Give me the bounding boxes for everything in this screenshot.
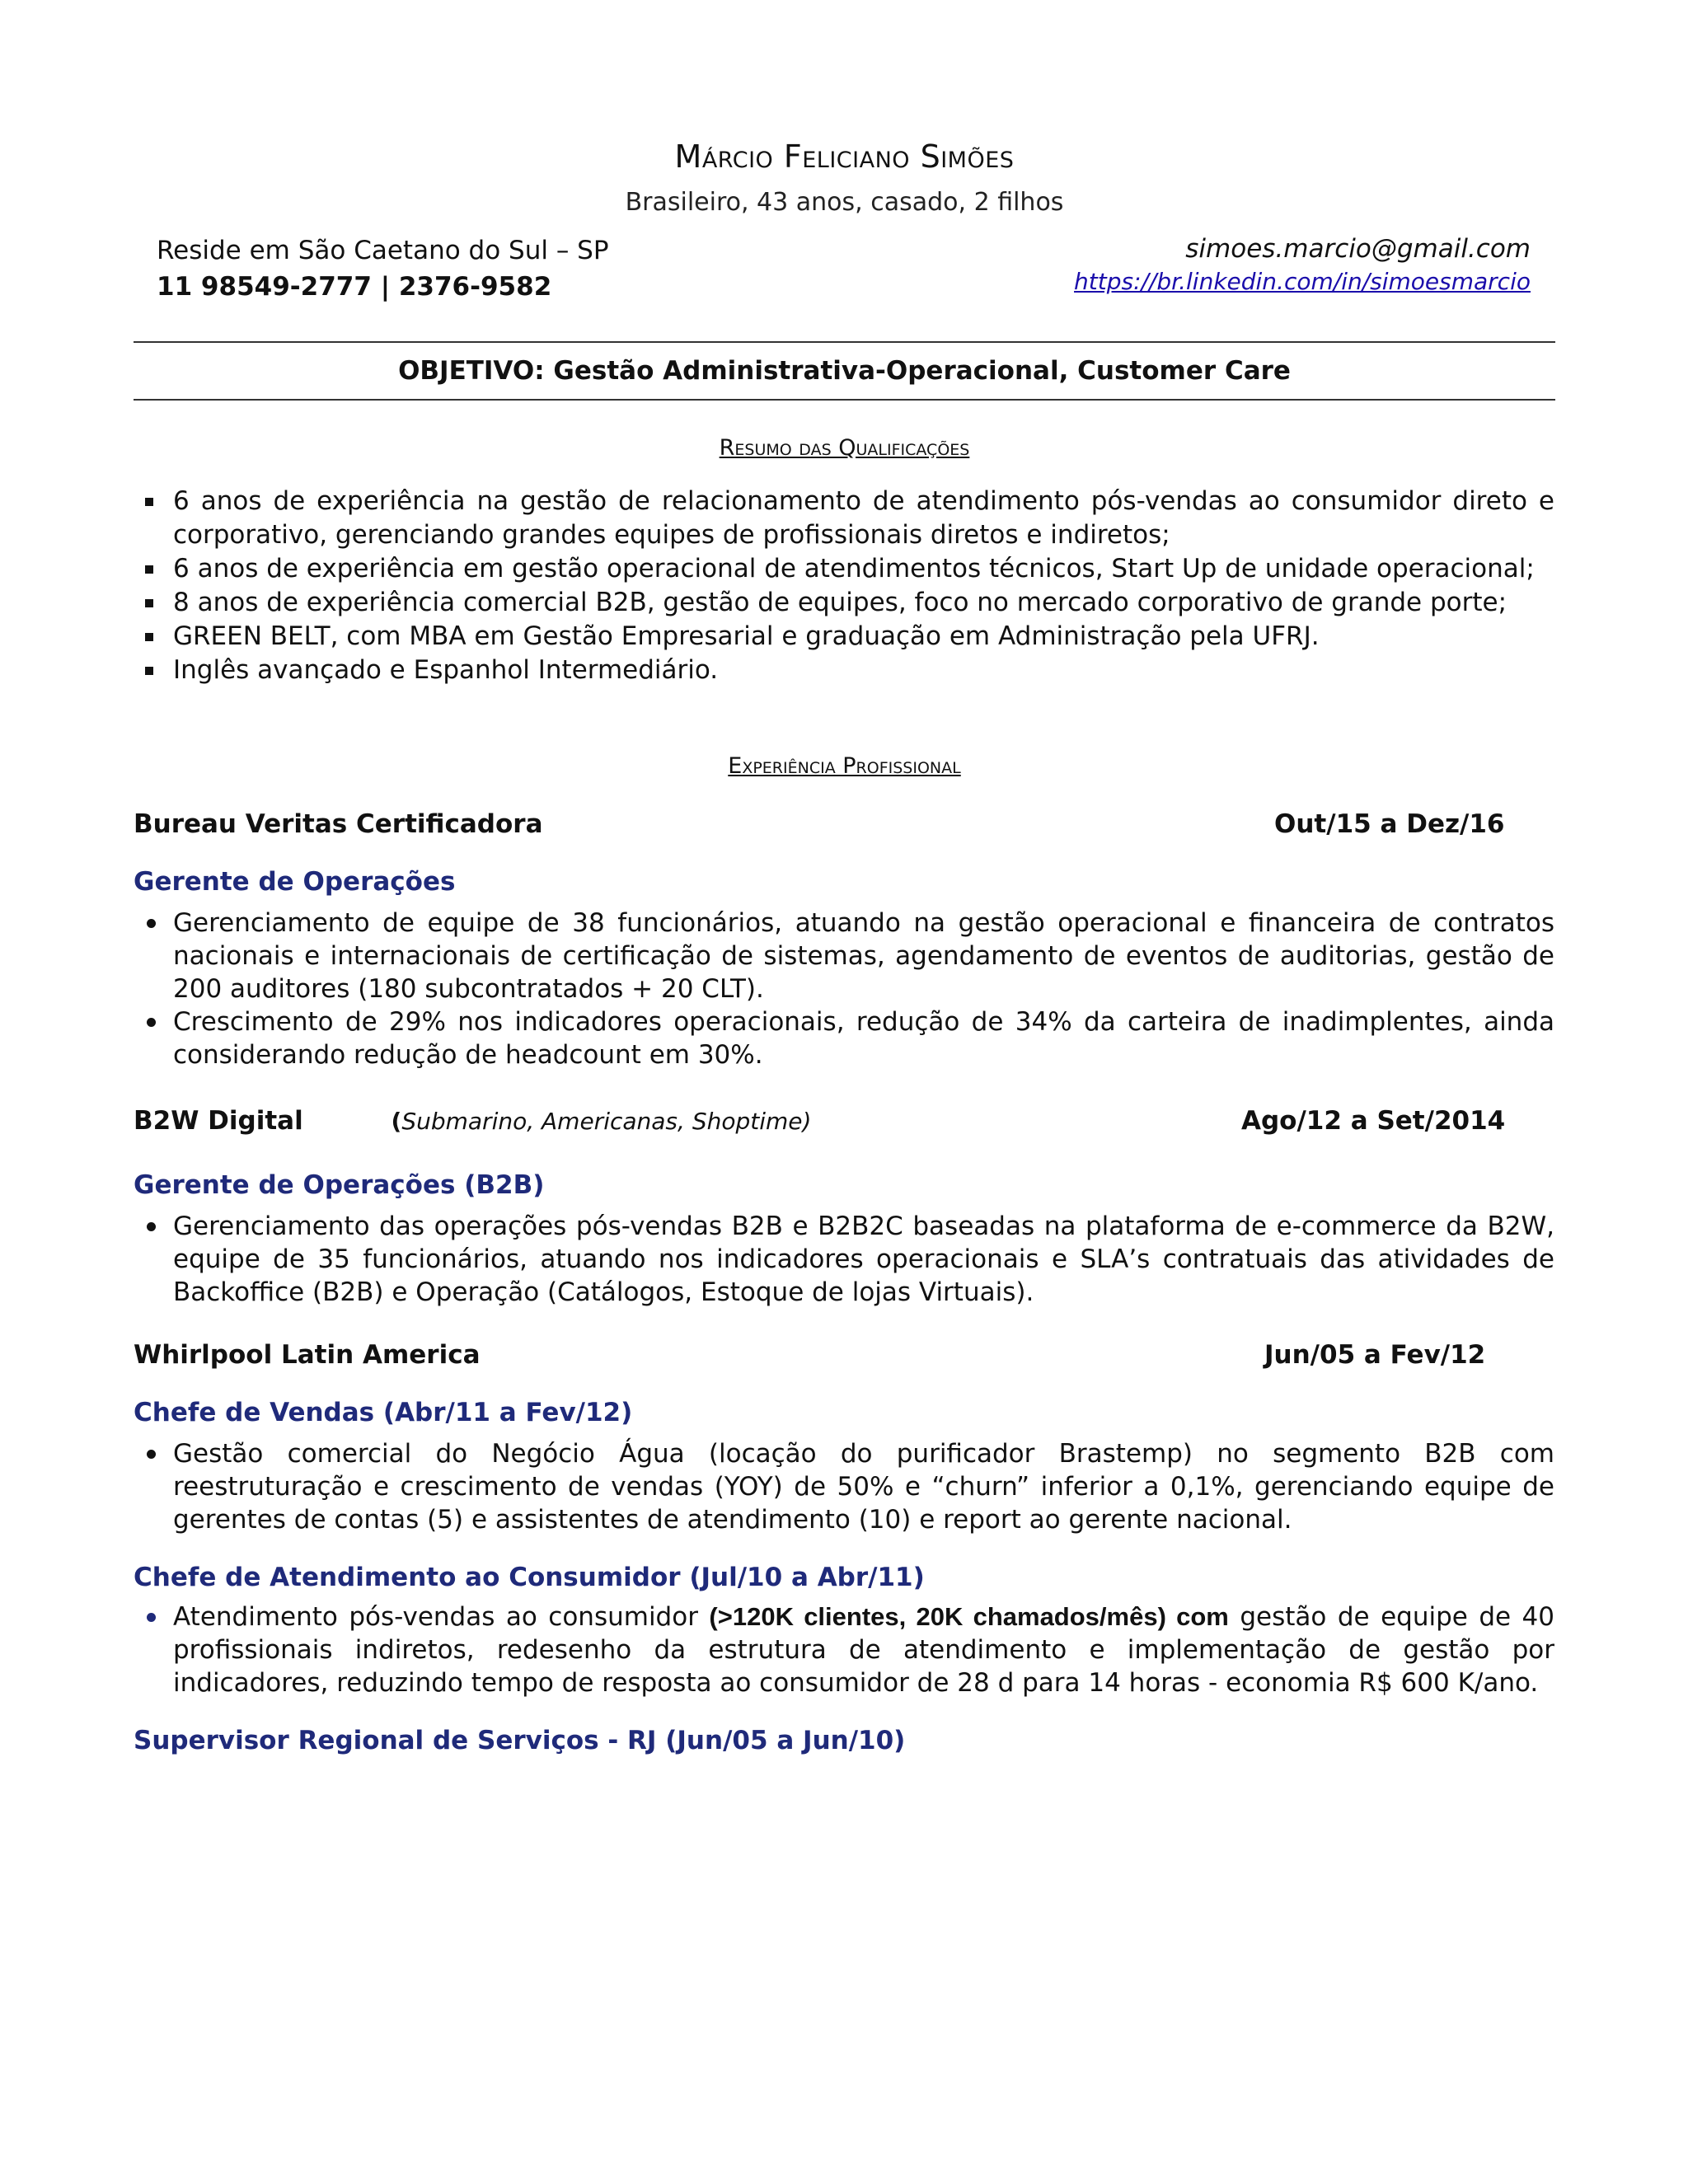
company-bureau-veritas: Bureau Veritas Certificadora [134, 809, 543, 839]
contact-left [157, 232, 609, 305]
experience-bullet: Gestão comercial do Negócio Água (locação do purificador Brastemp) no segmento B2B com reestruturação e crescimento de vendas (YOY) de 50% e “churn” inferior a 0,1%, gerenciando equipe de gerentes de contas (5) e assistentes de atendimento (10) e report ao gerente nacional. [142, 1437, 1554, 1536]
company-b2w-name: B2W Digital [134, 1106, 303, 1136]
phone-number: 11 98549-2777 | 2376-9582 [157, 272, 552, 302]
period-bureau-veritas: Out/15 a Dez/16 [1274, 809, 1505, 839]
resume-page [134, 0, 1555, 2184]
linkedin-link[interactable]: https://br.linkedin.com/in/simoesmarcio [1074, 268, 1531, 295]
role-gerente-operacoes: Gerente de Operações [134, 867, 456, 897]
email: simoes.marcio@gmail.com [1185, 234, 1531, 264]
objective-divider-bottom [134, 399, 1555, 401]
company-whirlpool: Whirlpool Latin America [134, 1340, 481, 1370]
chefe-atendimento-bullets [142, 1601, 1554, 1699]
period-b2w: Ago/12 a Set/2014 [1241, 1106, 1506, 1136]
experience-bullet: Crescimento de 29% nos indicadores operacionais, redução de 34% da carteira de inadimplentes, ainda considerando redução de headcount em 30%. [142, 1005, 1554, 1071]
candidate-subtitle: Brasileiro, 43 anos, casado, 2 filhos [625, 188, 1064, 217]
chefe-vendas-bullets [142, 1437, 1554, 1536]
qualification-item: 6 anos de experiência em gestão operacional de atendimentos técnicos, Start Up de unidade operacional; [142, 552, 1554, 586]
objective: OBJETIVO: Gestão Administrativa-Operacional, Customer Care [398, 356, 1291, 386]
experience-title: Experiência Profissional [728, 753, 961, 779]
bureau-bullets [142, 907, 1554, 1071]
role-supervisor-regional: Supervisor Regional de Serviços - RJ (Jun/05 a Jun/10) [134, 1726, 906, 1755]
residence: Reside em São Caetano do Sul – SP [157, 236, 609, 265]
experience-bullet: Atendimento pós-vendas ao consumidor (>120K clientes, 20K chamados/mês) com gestão de equipe de 40 profissionais indiretos, redesenho da estrutura de atendimento e implementação de gestão por indicadores, reduzindo tempo de resposta ao consumidor de 28 d para 14 horas - economia R$ 600 K/ano. [142, 1601, 1554, 1699]
period-whirlpool: Jun/05 a Fev/12 [1264, 1340, 1486, 1370]
qualification-item: GREEN BELT, com MBA em Gestão Empresarial e graduação em Administração pela UFRJ. [142, 620, 1554, 654]
objective-divider-top [134, 341, 1555, 343]
company-b2w-note: (Submarino, Americanas, Shoptime) [391, 1108, 812, 1135]
role-chefe-atendimento: Chefe de Atendimento ao Consumidor (Jul/10 a Abr/11) [134, 1563, 925, 1592]
role-gerente-operacoes-b2b: Gerente de Operações (B2B) [134, 1170, 545, 1200]
contact-right [1074, 232, 1531, 298]
qualification-item: 8 anos de experiência comercial B2B, gestão de equipes, foco no mercado corporativo de grande porte; [142, 586, 1554, 620]
experience-bullet: Gerenciamento de equipe de 38 funcionários, atuando na gestão operacional e financeira de contratos nacionais e internacionais de certificação de sistemas, agendamento de eventos de auditorias, gestão de 200 auditores (180 subcontratados + 20 CLT). [142, 907, 1554, 1005]
qualifications-list [142, 485, 1554, 687]
candidate-name: Márcio Feliciano Simões [674, 138, 1015, 175]
experience-bullet: Gerenciamento das operações pós-vendas B2B e B2B2C baseadas na plataforma de e-commerce da B2W, equipe de 35 funcionários, atuando nos indicadores operacionais e SLA’s contratuais das atividades de Backoffice (B2B) e Operação (Catálogos, Estoque de lojas Virtuais). [142, 1210, 1554, 1309]
b2w-bullets [142, 1210, 1554, 1309]
qualifications-title: Resumo das Qualificações [719, 435, 970, 461]
role-chefe-vendas: Chefe de Vendas (Abr/11 a Fev/12) [134, 1398, 633, 1427]
qualification-item: 6 anos de experiência na gestão de relacionamento de atendimento pós-vendas ao consumidor direto e corporativo, gerenciando grandes equipes de profissionais diretos e indiretos; [142, 485, 1554, 552]
company-b2w [134, 1106, 811, 1136]
qualification-item: Inglês avançado e Espanhol Intermediário. [142, 654, 1554, 687]
phone-line [157, 269, 609, 305]
